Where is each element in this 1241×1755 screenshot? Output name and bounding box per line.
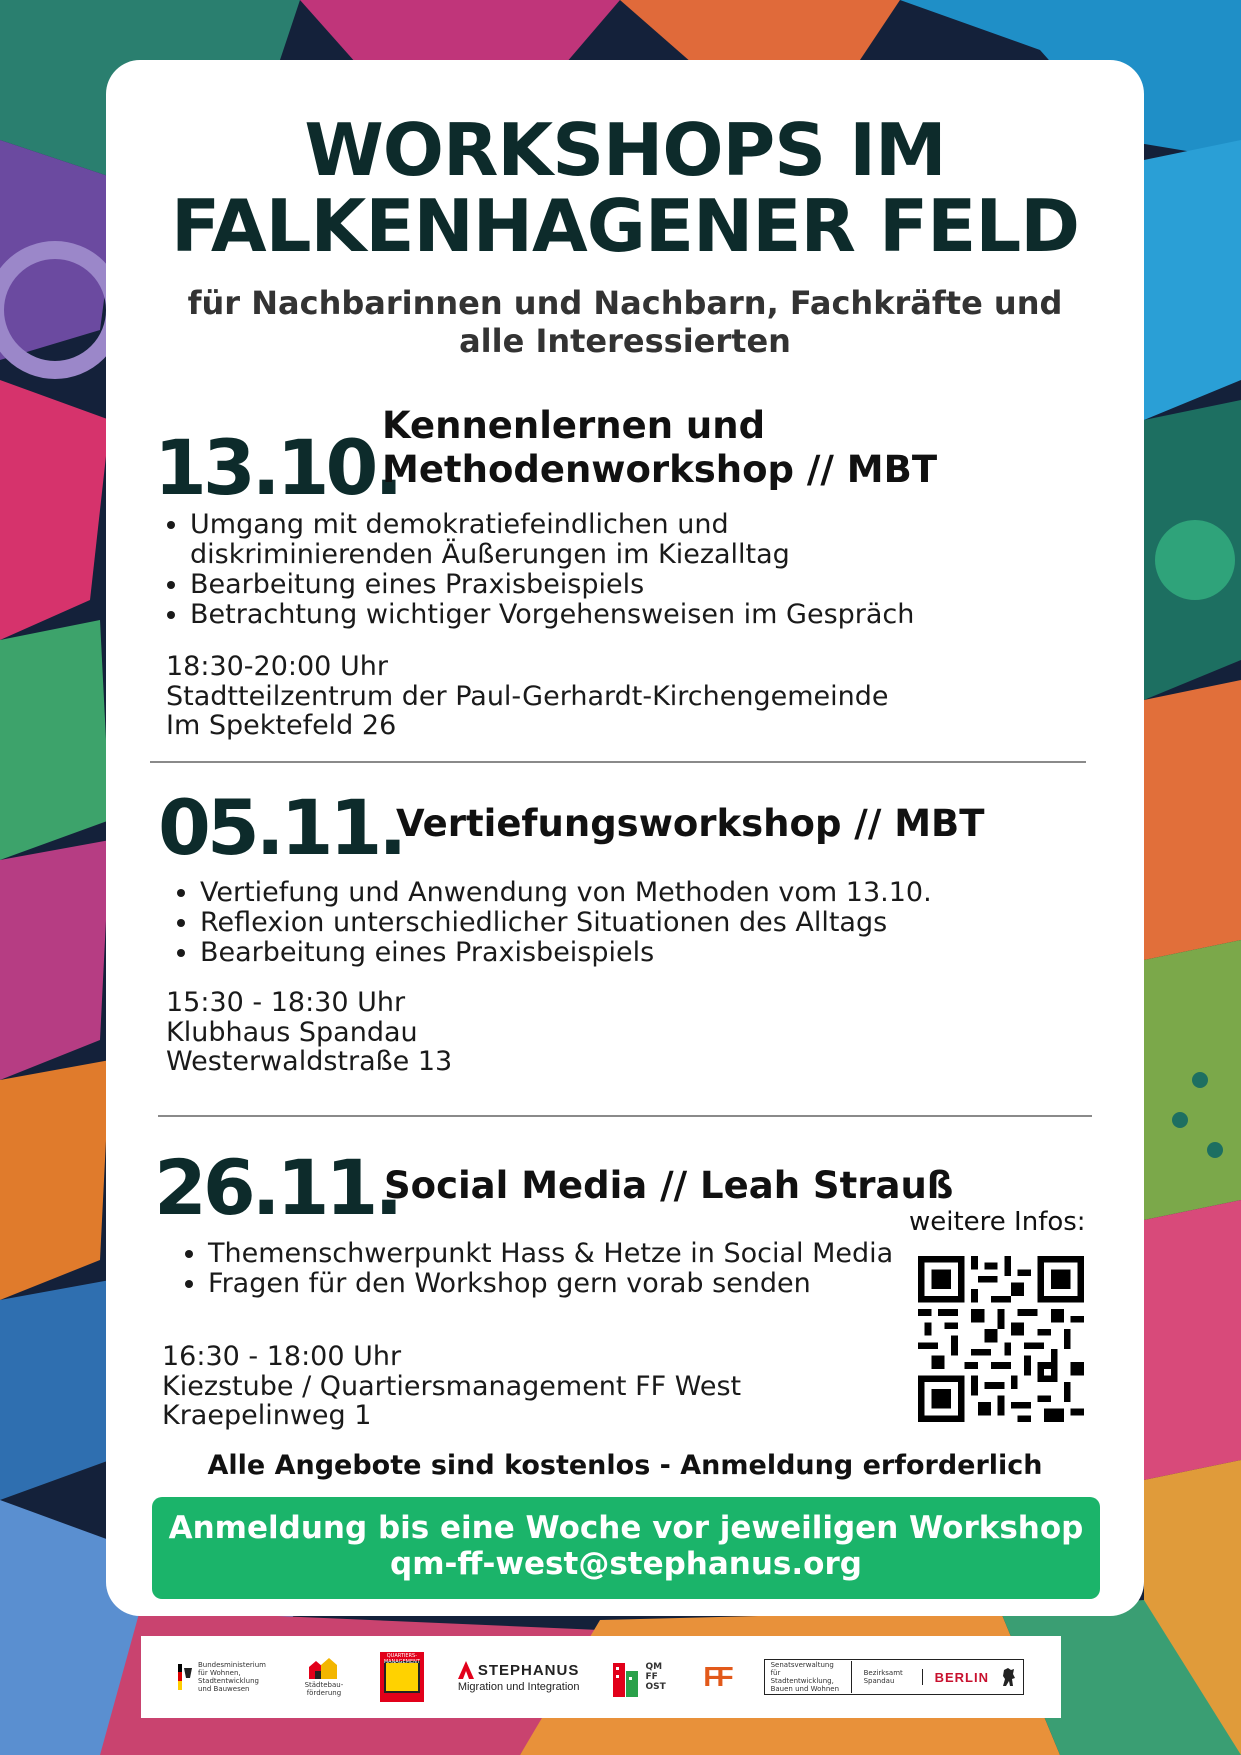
list-item: • Umgang mit demokratiefeindlichen und diskriminierenden Äußerungen im Kiezalltag (190, 510, 790, 570)
registration-deadline: Anmeldung bis eine Woche vor jeweiligen Workshop (168, 1510, 1084, 1546)
qr-label: weitere Infos: (909, 1207, 1086, 1237)
list-item: • Themenschwerpunkt Hass & Hetze in Social Media (208, 1239, 898, 1269)
subtitle-line-1: für Nachbarinnen und Nachbarn, Fachkräfte und (187, 284, 1063, 322)
workshop-1-place: Stadtteilzentrum der Paul-Gerhardt-Kirchengemeinde (166, 680, 889, 712)
qm-ost-logo (613, 1657, 669, 1697)
ff-logo (703, 1661, 729, 1693)
workshop-3-title: Social Media // Leah Strauß (384, 1164, 954, 1207)
qm-text: QUARTIERS-MANAGEMENT (383, 1653, 420, 1665)
berlin-bear-icon (1001, 1666, 1017, 1688)
staedtebau-text: Städtebau-förderung (304, 1681, 344, 1697)
workshop-2-time: 15:30 - 18:30 Uhr (166, 987, 406, 1018)
workshop-1-info (166, 652, 889, 741)
stephanus-mark-icon (458, 1661, 474, 1679)
berlin-text: BERLIN (934, 1669, 989, 1685)
workshop-3-date: 26.11. (154, 1143, 400, 1232)
stephanus-logo (458, 1661, 580, 1693)
page-title (106, 108, 1144, 268)
workshop-2-title: Vertiefungsworkshop // MBT (396, 802, 985, 845)
quartiersmanagement-logo (380, 1652, 424, 1702)
workshop-2-place: Klubhaus Spandau (166, 1016, 418, 1048)
divider (158, 1115, 1092, 1117)
title-line-1: WORKSHOPS IM (304, 108, 946, 192)
workshop-3-time: 16:30 - 18:00 Uhr (162, 1341, 402, 1372)
buildings-icon (613, 1657, 639, 1697)
eagle-flag-icon (178, 1664, 192, 1690)
workshop-3-address: Kraepelinweg 1 (162, 1400, 372, 1431)
workshop-1-address: Im Spektefeld 26 (166, 710, 397, 741)
list-item: • Reflexion unterschiedlicher Situationen des Alltags (200, 908, 1100, 938)
workshop-3-bullets (168, 1239, 898, 1299)
workshop-1-title-line-1: Kennenlernen und (382, 404, 766, 447)
workshop-1-title-line-2: Methodenworkshop // MBT (382, 448, 938, 491)
staedtebau-logo (302, 1657, 346, 1697)
sponsor-logos (141, 1636, 1061, 1718)
qm-ost-text: QM FF OST (645, 1662, 666, 1692)
workshop-3-info (162, 1342, 741, 1431)
stephanus-subtext: Migration und Integration (457, 1681, 580, 1693)
free-notice: Alle Angebote sind kostenlos - Anmeldung erforderlich (207, 1450, 1043, 1481)
list-item: • Fragen für den Workshop gern vorab senden (208, 1269, 898, 1299)
divider (150, 761, 1086, 763)
qr-code-icon[interactable] (918, 1256, 1084, 1422)
workshop-1-bullets (150, 510, 1090, 630)
federal-ministry-logo (178, 1661, 268, 1693)
subtitle-line-2: alle Interessierten (459, 322, 791, 360)
houses-icon (307, 1657, 341, 1679)
list-item: • Bearbeitung eines Praxisbeispiels (200, 938, 1100, 968)
list-item: • Betrachtung wichtiger Vorgehensweisen im Gespräch (190, 600, 1090, 630)
federal-ministry-text: Bundesministerium für Wohnen, Stadtentwicklung und Bauwesen (197, 1661, 266, 1693)
registration-banner (152, 1497, 1100, 1599)
list-item: • Vertiefung und Anwendung von Methoden vom 13.10. (200, 878, 1100, 908)
workshop-1-time: 18:30-20:00 Uhr (166, 651, 388, 682)
berlin-senate-logo (764, 1659, 1024, 1695)
bezirksamt-text: Bezirksamt Spandau (858, 1669, 923, 1685)
subtitle (106, 284, 1144, 360)
workshop-3-place: Kiezstube / Quartiersmanagement FF West (162, 1370, 742, 1402)
content-card (106, 60, 1144, 1616)
senate-text: Senatsverwaltung für Stadtentwicklung, Bauen und Wohnen (765, 1661, 852, 1693)
ff-text: FF (703, 1661, 730, 1692)
workshop-2-address: Westerwaldstraße 13 (166, 1046, 453, 1077)
workshop-2-bullets (160, 878, 1100, 968)
workshop-2-date: 05.11. (158, 783, 404, 872)
workshop-1-date: 13.10. (154, 423, 400, 512)
workshop-1-title (382, 404, 937, 492)
list-item: • Bearbeitung eines Praxisbeispiels (190, 570, 1090, 600)
title-line-2: FALKENHAGENER FELD (171, 184, 1079, 268)
registration-email-link[interactable]: qm-ff-west@stephanus.org (390, 1546, 862, 1582)
stephanus-text: STEPHANUS (477, 1661, 580, 1679)
workshop-2-info (166, 988, 452, 1077)
